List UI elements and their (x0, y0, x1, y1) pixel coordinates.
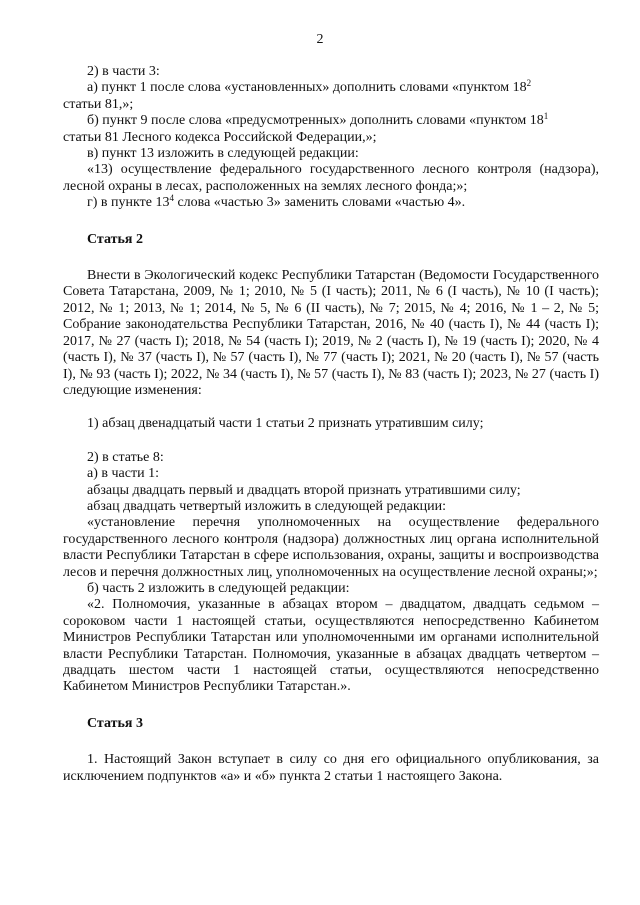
page-number: 2 (316, 32, 324, 47)
quoted-text: «2. Полномочия, указанные в абзацах втором – двадцатом, двадцать седьмом – сороковом части 1 настоящей статьи, осуществляются непосредственно Кабинетом Министров Республики Татарстан или уполномоченными им органами исполнительной власти Республики Татарстан. Полномочия, указанные в абзацах двадцать четвертом – двадцать шестом части 1 настоящей статьи, осуществляются непосредственно Кабинетом Министров Республики Татарстан.». (63, 597, 599, 695)
paragraph: 1. Настоящий Закон вступает в силу со дня его официального опубликования, за исключением подпунктов «а» и «б» пункта 2 статьи 1 настоящего Закона. (63, 752, 599, 784)
superscript: 1 (543, 111, 549, 122)
paragraph: статьи 81 Лесного кодекса Российской Федерации,»; (63, 129, 377, 145)
paragraph: б) пункт 9 после слова «предусмотренных» дополнить словами «пунктом $18^1$ (87, 111, 549, 129)
superscript: 4 (169, 193, 174, 204)
quoted-text: «установление перечня уполномоченных на осуществление федерального государственного лесного контроля (надзора) должностных лиц органа исполнительной власти Республики Татарстан в сфере использования, охраны, защиты и воспроизводства лесов и перечня должностных лиц, уполномоченных на осуществление лесной охраны;»; (63, 515, 599, 580)
list-item: б) часть 2 изложить в следующей редакции: (87, 580, 350, 596)
paragraph: статьи 81,»; (63, 96, 134, 112)
article-heading: Статья 2 (87, 231, 143, 247)
paragraph: 2) в части 3: (87, 64, 160, 79)
document-body (63, 64, 599, 785)
article-heading: Статья 3 (87, 715, 143, 731)
superscript: 2 (526, 78, 532, 89)
list-item: абзацы двадцать первый и двадцать второй признать утратившими силу; (87, 482, 521, 498)
paragraph: «13) осуществление федерального государственного лесного контроля (надзора), лесной охраны в лесах, расположенных на землях лесного фонда;»; (63, 162, 599, 194)
list-item: 1) абзац двенадцатый части 1 статьи 2 признать утратившим силу; (87, 416, 484, 432)
paragraph: в) пункт 13 изложить в следующей редакции: (87, 146, 359, 162)
article-intro: Внести в Экологический кодекс Республики Татарстан (Ведомости Государственного Совета Татарстана, 2009, № 1; 2010, № 5 (I часть); 2011, № 6 (I часть), № 10 (I часть); 2012, № 1; 2013, № 1; 2014, № 5, № 6 (II часть), № 7; 2015, № 4; 2016, № 1 – 2, № 5; Собрание законодательства Республики Татарстан, 2016, № 40 (часть I), № 44 (часть I); 2017, № 27 (часть I); 2018, № 54 (часть I); 2019, № 2 (часть I), № 19 (часть I); 2020, № 4 (часть I), № 37 (часть I), № 57 (часть I), № 77 (часть I); 2021, № 20 (часть I), № 57 (часть I), № 93 (часть I); 2022, № 34 (часть I), № 57 (часть I), № 83 (часть I); 2023, № 27 (часть I) следующие изменения: (63, 268, 599, 398)
paragraph: а) пункт 1 после слова «установленных» дополнить словами «пунктом $18^2$ (87, 78, 532, 96)
list-item: 2) в статье 8: (87, 449, 164, 465)
list-item: а) в части 1: (87, 466, 159, 482)
list-item: абзац двадцать четвертый изложить в следующей редакции: (87, 498, 447, 514)
paragraph: г) в пункте $13^4$ слова «частью 3» заменить словами «частью 4». (87, 193, 466, 211)
